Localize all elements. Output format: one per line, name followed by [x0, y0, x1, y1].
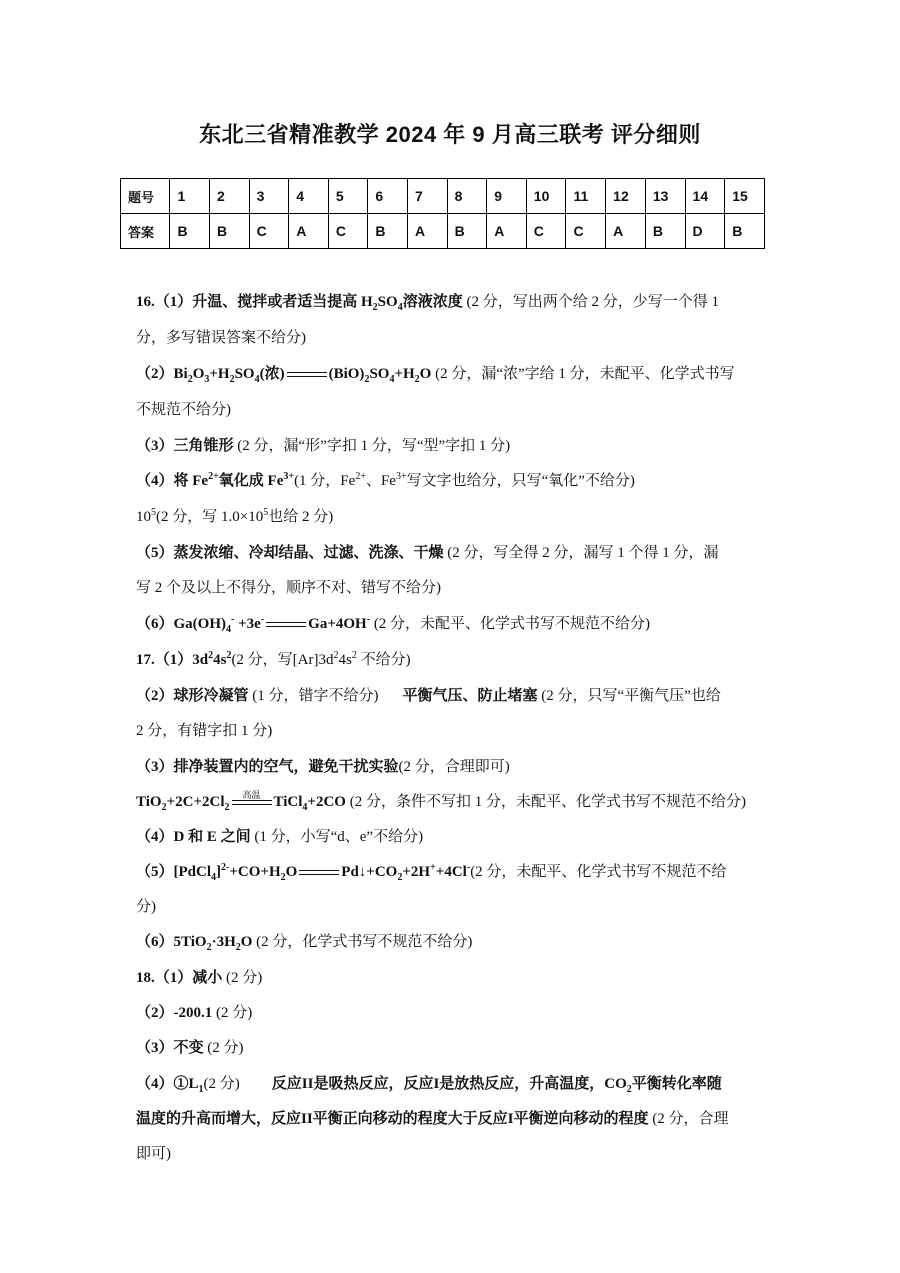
- q18-part4-line3: 即可): [136, 1146, 171, 1162]
- question-number-cell: 8: [447, 179, 487, 214]
- answer-cell: C: [566, 214, 606, 249]
- q18-part4-line1: $(4)①L_1(2$ 分) 反应II是吸热反应，反应I是放热反应，升高温度，$CO_2$平衡转化率随: [136, 1076, 722, 1095]
- q16-part4-k: $10^5(2$ 分，写 $1.0\times 10^5$也给 2 分): [136, 507, 334, 525]
- answer-label: 答案: [121, 214, 170, 249]
- q16-part4: （4）将 $Fe^{2+}$氧化成 $Fe^{3+}(1$ 分，$Fe^{2+}$、$Fe^{3+}$写文字也给分，只写“氧化”不给分): [136, 471, 635, 489]
- q17-part4: （4）D 和 E 之间 (1 分，小写“d、e”不给分): [136, 829, 424, 845]
- answer-cell: B: [447, 214, 487, 249]
- q18-part2: （2）-200.1 (2 分): [136, 1005, 253, 1021]
- q17-part5-line2: 分): [136, 899, 156, 915]
- q16-part5-line1: （5）蒸发浓缩、冷却结晶、过滤、洗涤、干燥 (2 分，写全得 2 分，漏写 1 个得 1 分，漏: [136, 545, 719, 561]
- question-number-cell: 7: [408, 179, 448, 214]
- answer-cell: C: [328, 214, 368, 249]
- question-number-cell: 12: [606, 179, 646, 214]
- q17-part5-line1: $(5)[PdCl_4]^{2-}+CO+H_2O$ $Pd↓+CO_2+2H^++4Cl^-(2$ 分，未配平、化学式书写不规范不给: [136, 862, 727, 883]
- q16-part5-line2: 写 2 个及以上不得分，顺序不对、错写不给分): [136, 580, 441, 596]
- page-title: 东北三省精准教学 2024 年 9 月高三联考 评分细则: [199, 122, 701, 147]
- q17-part1: $17.(1)3d^24s^2(2$ 分，写$[Ar]3d^24s^2$ 不给分): [136, 650, 411, 668]
- answer-cell: A: [487, 214, 527, 249]
- q16-part3: （3）三角锥形 (2 分，漏“形”字扣 1 分，写“型”字扣 1 分): [136, 438, 511, 454]
- answer-cell: B: [210, 214, 250, 249]
- q18-part3: （3）不变 (2 分): [136, 1040, 244, 1056]
- question-number-cell: 4: [289, 179, 329, 214]
- answer-cell: C: [249, 214, 289, 249]
- answer-cell: B: [645, 214, 685, 249]
- answer-cell: A: [289, 214, 329, 249]
- q17-part3: （3）排净装置内的空气，避免干扰实验(2 分，合理即可): [136, 759, 510, 775]
- equals-sign-with-condition: 高温: [232, 799, 272, 807]
- answer-cell: C: [526, 214, 566, 249]
- question-number-cell: 6: [368, 179, 408, 214]
- question-number-cell: 15: [725, 179, 765, 214]
- q17-part2-line2: 2 分，有错字扣 1 分): [136, 723, 273, 739]
- question-number-cell: 11: [566, 179, 606, 214]
- table-row-answers: [121, 214, 765, 249]
- equals-sign: [299, 869, 339, 877]
- answer-cell: A: [606, 214, 646, 249]
- equals-sign: [287, 371, 327, 379]
- question-number-cell: 3: [249, 179, 289, 214]
- question-number-cell: 14: [685, 179, 725, 214]
- table-row-numbers: [121, 179, 765, 214]
- q16-part1-line2: 分，多写错误答案不给分): [136, 330, 306, 346]
- q16-part6: $(6)Ga(OH)_4^- +3e^-$ Ga+4OH- (2 分，未配平、化学式书写不规范不给分): [136, 614, 651, 635]
- q17-part6: $(6)5TiO_2\cdot 3H_2O$ (2 分，化学式书写不规范不给分): [136, 934, 473, 953]
- q18-part4-line2: 温度的升高而增大，反应II平衡正向移动的程度大于反应I平衡逆向移动的程度 (2 分，合理: [136, 1111, 729, 1127]
- q17-part3-equation: $TiO_2+2C+2Cl_2$ 高温 TiCl$_4$+2CO (2 分，条件不写扣 1 分，未配平、化学式书写不规范不给分): [136, 789, 746, 813]
- answer-cell: A: [408, 214, 448, 249]
- answer-cell: B: [368, 214, 408, 249]
- answer-cell: B: [170, 214, 210, 249]
- q16-part2-line2: 不规范不给分): [136, 402, 231, 418]
- answer-table: [120, 178, 765, 249]
- equals-sign: [266, 621, 306, 629]
- q17-part2-line1: （2）球形冷凝管 (1 分，错字不给分) 平衡气压、防止堵塞 (2 分，只写“平衡气压”也给: [136, 688, 721, 704]
- question-number-cell: 1: [170, 179, 210, 214]
- answer-cell: D: [685, 214, 725, 249]
- q18-part1: 18.（1）减小 (2 分): [136, 970, 263, 986]
- q16-part2-line1: $(2)Bi_2O_3+H_2SO_4$(浓) $(BiO)_2SO_4+H_2O$ (2 分，漏“浓”字给 1 分，未配平、化学式书写: [136, 366, 735, 385]
- answer-cell: B: [725, 214, 765, 249]
- header-label: 题号: [121, 179, 170, 214]
- q16-part1-line1: 16.（1）升温、搅拌或者适当提高 $H_2SO_4$溶液浓度 (2 分，写出两个给 2 分，少写一个得 1: [136, 294, 719, 313]
- question-number-cell: 13: [645, 179, 685, 214]
- question-number-cell: 9: [487, 179, 527, 214]
- question-number-cell: 2: [210, 179, 250, 214]
- question-number-cell: 5: [328, 179, 368, 214]
- question-number-cell: 10: [526, 179, 566, 214]
